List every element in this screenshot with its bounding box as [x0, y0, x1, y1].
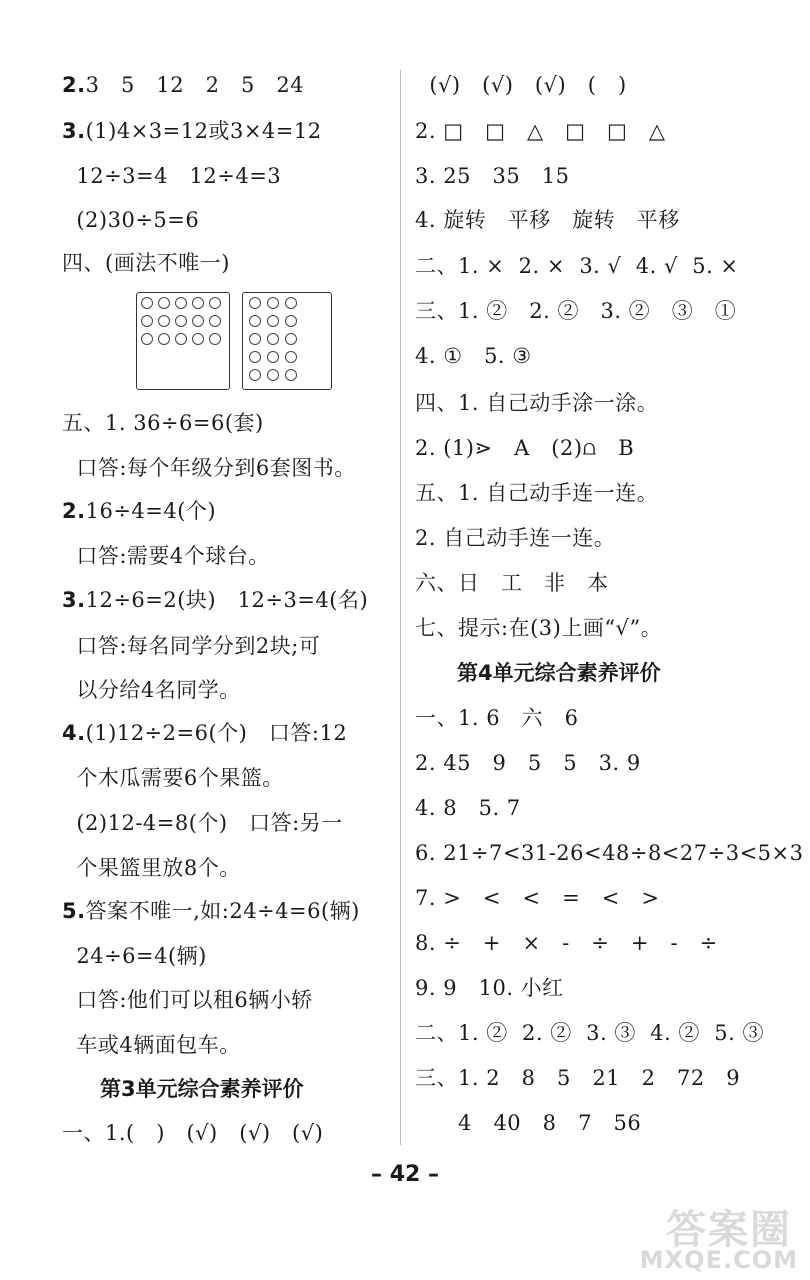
unit-4-heading: 第4单元综合素养评价 — [457, 661, 661, 685]
watermark-logo — [612, 1196, 802, 1274]
circle — [175, 315, 187, 327]
answer-line: 一、1. 6 六 6 — [415, 706, 579, 730]
answer-line: 2. (1)⋗ A (2)⩍ B — [415, 436, 635, 460]
answer-line: 口答:他们可以租6辆小轿 — [62, 988, 313, 1012]
answer-line: 四、1. 自己动手涂一涂。 — [415, 391, 659, 415]
answer-line: (√) (√) (√) ( ) — [415, 73, 627, 97]
circle — [249, 333, 261, 345]
circle — [267, 315, 279, 327]
circle — [285, 351, 297, 363]
circle — [175, 297, 187, 309]
circle — [249, 351, 261, 363]
answer-line: 2.16÷4=4(个) — [62, 499, 217, 523]
answer-line: 二、1. ② 2. ② 3. ③ 4. ② 5. ③ — [415, 1021, 764, 1045]
answer-line: 8. ÷ + × - ÷ + - ÷ — [415, 931, 718, 955]
answer-line: 车或4辆面包车。 — [62, 1033, 241, 1057]
watermark-url: MXQE.COM — [639, 1246, 798, 1274]
circle — [267, 297, 279, 309]
answer-line: 一、1.( ) (√) (√) (√) — [62, 1121, 324, 1145]
circle — [249, 315, 261, 327]
circle — [209, 315, 221, 327]
answer-line: 2. □ □ △ □ □ △ — [415, 119, 666, 143]
unit-3-heading: 第3单元综合素养评价 — [100, 1077, 304, 1101]
answer-line: 4. ① 5. ③ — [415, 344, 532, 368]
circle — [267, 333, 279, 345]
answer-line: (2)30÷5=6 — [62, 208, 200, 232]
answer-line: (2)12-4=8(个) 口答:另一 — [62, 811, 343, 835]
circle — [158, 315, 170, 327]
circle — [285, 297, 297, 309]
answer-line: 4. 旋转 平移 旋转 平移 — [415, 208, 680, 232]
answer-line: 5.答案不唯一,如:24÷4=6(辆) — [62, 899, 360, 923]
answer-line: 五、1. 自己动手连一连。 — [415, 481, 659, 505]
circle — [192, 297, 204, 309]
circle — [192, 333, 204, 345]
answer-line: 3.12÷6=2(块) 12÷3=4(名) — [62, 588, 369, 612]
answer-line: 4.(1)12÷2=6(个) 口答:12 — [62, 721, 348, 745]
answer-line: 个果篮里放8个。 — [62, 856, 241, 880]
answer-line: 9. 9 10. 小红 — [415, 976, 564, 1000]
circle — [158, 333, 170, 345]
circle-box-left — [136, 292, 230, 390]
page-number: – 42 – — [371, 1162, 439, 1187]
answer-line: 六、日 工 非 本 — [415, 571, 609, 595]
circle — [285, 369, 297, 381]
answer-line: 口答:每个年级分到6套图书。 — [62, 456, 356, 480]
answer-line: 7. > < < = < > — [415, 886, 660, 910]
circle — [141, 333, 153, 345]
answer-line: 七、提示:在(3)上画“√”。 — [415, 616, 663, 640]
section-heading: 四、(画法不唯一) — [62, 251, 230, 275]
circle — [141, 315, 153, 327]
circle — [249, 297, 261, 309]
circle — [209, 333, 221, 345]
answer-line: 3.(1)4×3=12或3×4=12 — [62, 119, 322, 143]
answer-line: 口答:需要4个球台。 — [62, 544, 270, 568]
answer-line: 4. 8 5. 7 — [415, 796, 521, 820]
circle — [285, 333, 297, 345]
answer-line: 五、1. 36÷6=6(套) — [62, 411, 264, 435]
answer-line: 3. 25 35 15 — [415, 164, 570, 188]
answer-line: 24÷6=4(辆) — [62, 944, 207, 968]
answer-line: 4 40 8 7 56 — [415, 1111, 642, 1135]
column-divider — [400, 70, 401, 1145]
answer-line: 12÷3=4 12÷4=3 — [62, 164, 282, 188]
answer-line: 2.3 5 12 2 5 24 — [62, 73, 305, 97]
answer-line: 个木瓜需要6个果篮。 — [62, 766, 284, 790]
watermark-text: 答案圈 — [666, 1207, 792, 1253]
circle — [192, 315, 204, 327]
answer-line: 2. 自己动手连一连。 — [415, 526, 616, 550]
circle — [158, 297, 170, 309]
circle — [285, 315, 297, 327]
answer-line: 以分给4名同学。 — [62, 678, 241, 702]
circle-box-right — [242, 292, 332, 390]
circle — [209, 297, 221, 309]
answer-line: 三、1. ② 2. ② 3. ② ③ ① — [415, 299, 737, 323]
circle — [249, 369, 261, 381]
answer-line: 三、1. 2 8 5 21 2 72 9 — [415, 1066, 741, 1090]
answer-line: 二、1. × 2. × 3. √ 4. √ 5. × — [415, 254, 739, 278]
answer-line: 6. 21÷7<31-26<48÷8<27÷3<5×3 — [415, 841, 804, 865]
circle — [267, 351, 279, 363]
circle — [141, 297, 153, 309]
answer-line: 2. 45 9 5 5 3. 9 — [415, 751, 641, 775]
circle — [175, 333, 187, 345]
circle — [267, 369, 279, 381]
answer-line: 口答:每名同学分到2块;可 — [62, 634, 321, 658]
